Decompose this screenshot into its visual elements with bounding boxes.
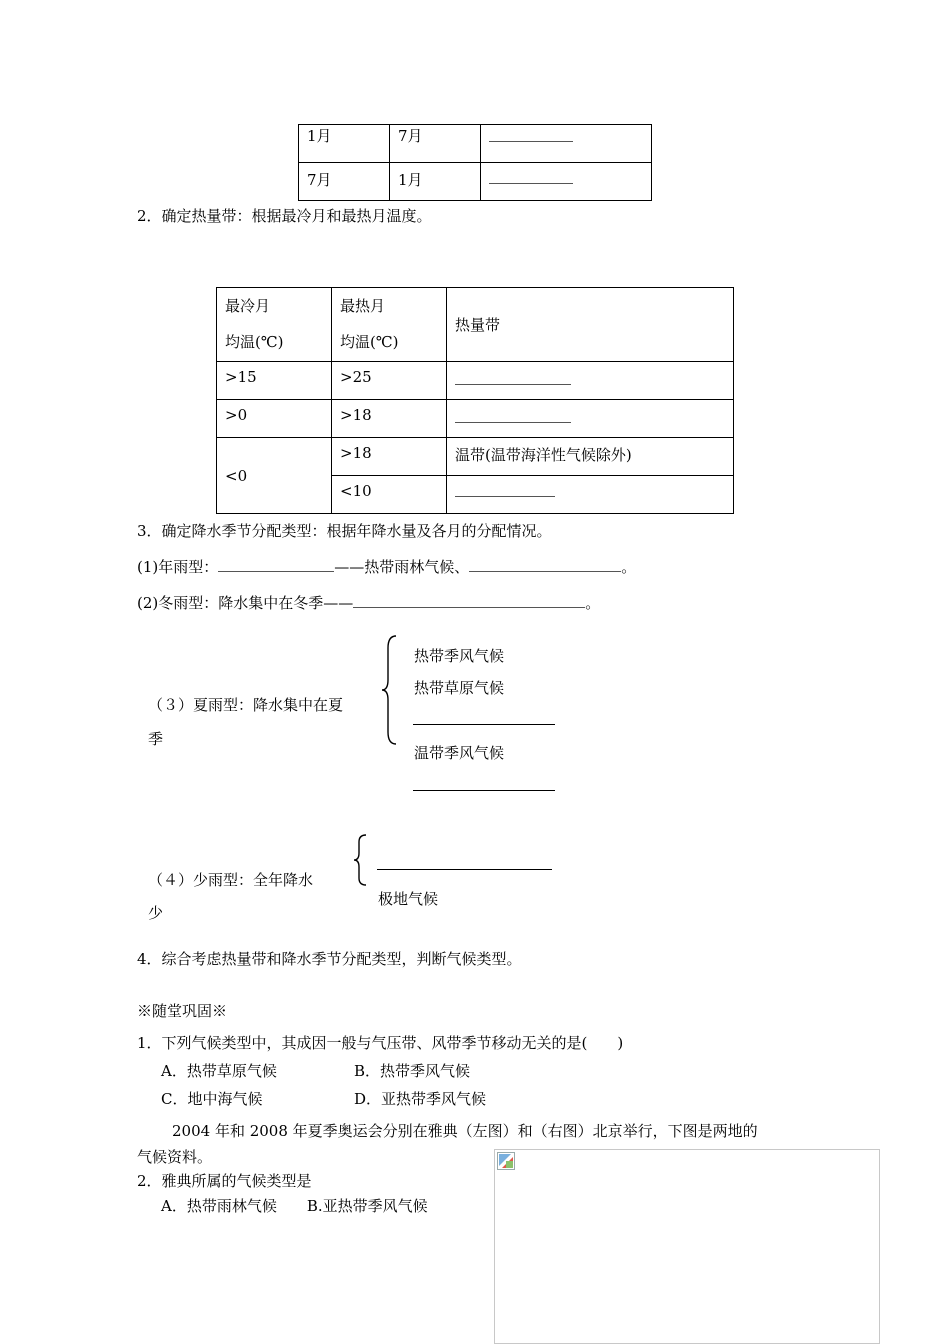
header-heat-zone: 热量带 — [447, 288, 734, 362]
section-3-item-1: (1)年雨型： ——热带雨林气候、 。 — [137, 558, 637, 576]
curly-brace-icon — [352, 833, 370, 887]
section-3-item-2: (2)冬雨型：降水集中在冬季—— 。 — [137, 594, 601, 612]
table-cell: >18 — [332, 400, 447, 438]
table-cell: 7月 — [390, 125, 481, 163]
curly-brace-icon — [380, 634, 400, 746]
table-cell: >15 — [217, 362, 332, 400]
table-cell-blank — [447, 400, 734, 438]
little-rain-label-line-2: 少 — [148, 904, 164, 922]
table-cell: 温带(温带海洋性气候除外) — [447, 438, 734, 476]
section-3-title: 3．确定降水季节分配类型：根据年降水量及各月的分配情况。 — [137, 522, 552, 540]
header-hottest-month: 最热月 均温(℃) — [332, 288, 447, 362]
question-1-option-c[interactable]: C．地中海气候 — [161, 1090, 263, 1108]
header-coldest-month: 最冷月 均温(℃) — [217, 288, 332, 362]
summer-rain-option: 热带季风气候 — [414, 647, 505, 665]
climate-chart-image — [494, 1149, 880, 1344]
practice-heading: ※随堂巩固※ — [137, 1002, 228, 1020]
table-cell-blank — [447, 476, 734, 514]
summer-rain-option: 热带草原气候 — [414, 679, 505, 697]
little-rain-option: 极地气候 — [378, 890, 439, 908]
question-2-options: A．热带雨林气候 B.亚热带季风气候 — [161, 1197, 428, 1215]
table-cell-blank — [447, 362, 734, 400]
table-cell: >0 — [217, 400, 332, 438]
question-1-stem: 1．下列气候类型中，其成因一般与气压带、风带季节移动无关的是( ) — [137, 1034, 624, 1052]
fill-blank — [353, 593, 585, 608]
table-cell: 7月 — [299, 163, 390, 201]
fill-blank-line — [377, 869, 552, 870]
section-4-text: 4．综合考虑热量带和降水季节分配类型，判断气候类型。 — [137, 950, 522, 968]
table-cell: 1月 — [390, 163, 481, 201]
summer-rain-label-line-1: （３）夏雨型：降水集中在夏 — [148, 696, 344, 714]
fill-blank-line — [413, 790, 555, 791]
little-rain-label-line-1: （４）少雨型：全年降水 — [148, 871, 314, 889]
table-cell: <0 — [217, 438, 332, 514]
fill-blank — [469, 557, 621, 572]
table-cell: >25 — [332, 362, 447, 400]
table-cell: <10 — [332, 476, 447, 514]
question-1-option-b[interactable]: B．热带季风气候 — [354, 1062, 471, 1080]
table-cell-blank — [481, 163, 652, 201]
broken-image-icon — [497, 1152, 515, 1170]
table-cell: 1月 — [299, 125, 390, 163]
question-2-stem: 2．雅典所属的气候类型是 — [137, 1172, 312, 1190]
summer-rain-label-line-2: 季 — [148, 730, 164, 748]
question-1-option-d[interactable]: D．亚热带季风气候 — [354, 1090, 487, 1108]
passage-line-1: 2004 年和 2008 年夏季奥运会分别在雅典（左图）和（右图）北京举行，下图是两地的 — [172, 1122, 758, 1140]
passage-line-2: 气候资料。 — [137, 1148, 213, 1166]
table-heat-zones — [216, 287, 734, 514]
fill-blank-line — [413, 724, 555, 725]
table-cell: >18 — [332, 438, 447, 476]
table-month-comparison — [298, 124, 652, 201]
summer-rain-option: 温带季风气候 — [414, 744, 505, 762]
fill-blank — [218, 557, 334, 572]
table-cell-blank — [481, 125, 652, 163]
question-1-option-a[interactable]: A．热带草原气候 — [161, 1062, 277, 1080]
section-2-text: 2．确定热量带：根据最冷月和最热月温度。 — [137, 207, 432, 225]
